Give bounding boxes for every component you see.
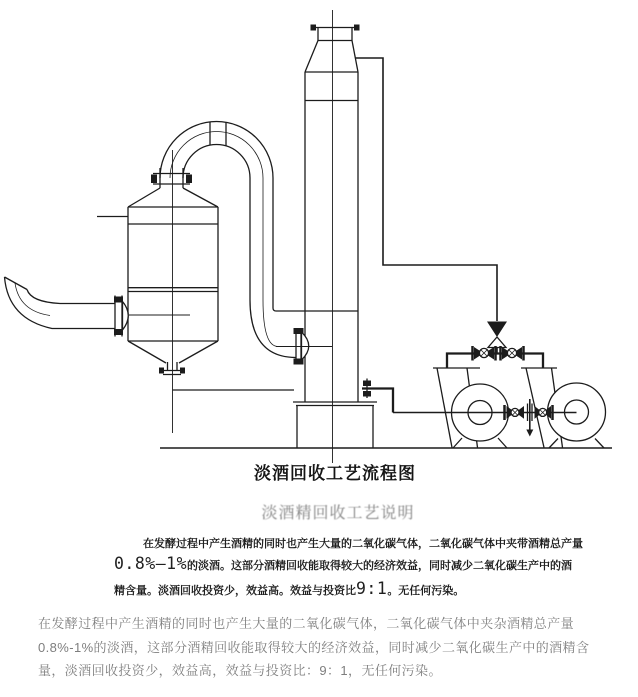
- flange-bolt: [186, 175, 192, 184]
- note-percentage: 0.8%—1%: [114, 554, 188, 573]
- diagram-note: [114, 537, 583, 602]
- flange-bolt: [180, 368, 185, 374]
- flange-bolt: [159, 368, 164, 374]
- recovery-tank: [97, 150, 294, 433]
- note-ratio: 9:1: [356, 579, 388, 598]
- note-line-3-end: 。无任何污染。: [387, 585, 465, 597]
- flange-bolt: [114, 297, 123, 303]
- flange-bolt: [151, 175, 157, 184]
- feed-elbow-pipe: [5, 277, 129, 337]
- description-paragraph: 在发酵过程中产生酒精的同时也产生大量的二氧化碳气体，二氧化碳气体中夹杂酒精总产量0.8%-1%的淡酒，这部分酒精回收能取得较大的经济效益，同时减少二氧化碳生产中的酒精含量，淡酒回收投资少，效益高，效益与投资比：9：1，无任何污染。: [38, 616, 590, 679]
- vapor-bend-pipe: [160, 122, 358, 365]
- overhead-pipe: [355, 58, 497, 321]
- pump-right: [548, 383, 606, 448]
- note-line-3: [114, 578, 583, 602]
- note-line-2-text: 的淡酒。这部分酒精回收能取得较大的经济效益，同时减少二氧化碳生产中的酒: [187, 560, 573, 572]
- flange-bolt: [114, 329, 123, 335]
- note-line-2: [114, 552, 583, 578]
- header-valve-right: [501, 346, 524, 361]
- column-base: [293, 402, 377, 448]
- pump-line-valves: [505, 399, 553, 437]
- diagram-title: 淡酒回收工艺流程图: [254, 464, 416, 483]
- note-line-1: 在发酵过程中产生酒精的同时也产生大量的二氧化碳气体，二氧化碳气体中夹带酒精总产量: [143, 538, 583, 550]
- pump-left: [452, 384, 509, 448]
- diagram-subtitle: 淡酒精回收工艺说明: [261, 505, 415, 522]
- header-valve-left: [473, 346, 496, 361]
- column-drain-pipe: [362, 379, 393, 413]
- note-line-3-text: 精含量。淡酒回收投资少，效益高。效益与投资比: [114, 585, 356, 597]
